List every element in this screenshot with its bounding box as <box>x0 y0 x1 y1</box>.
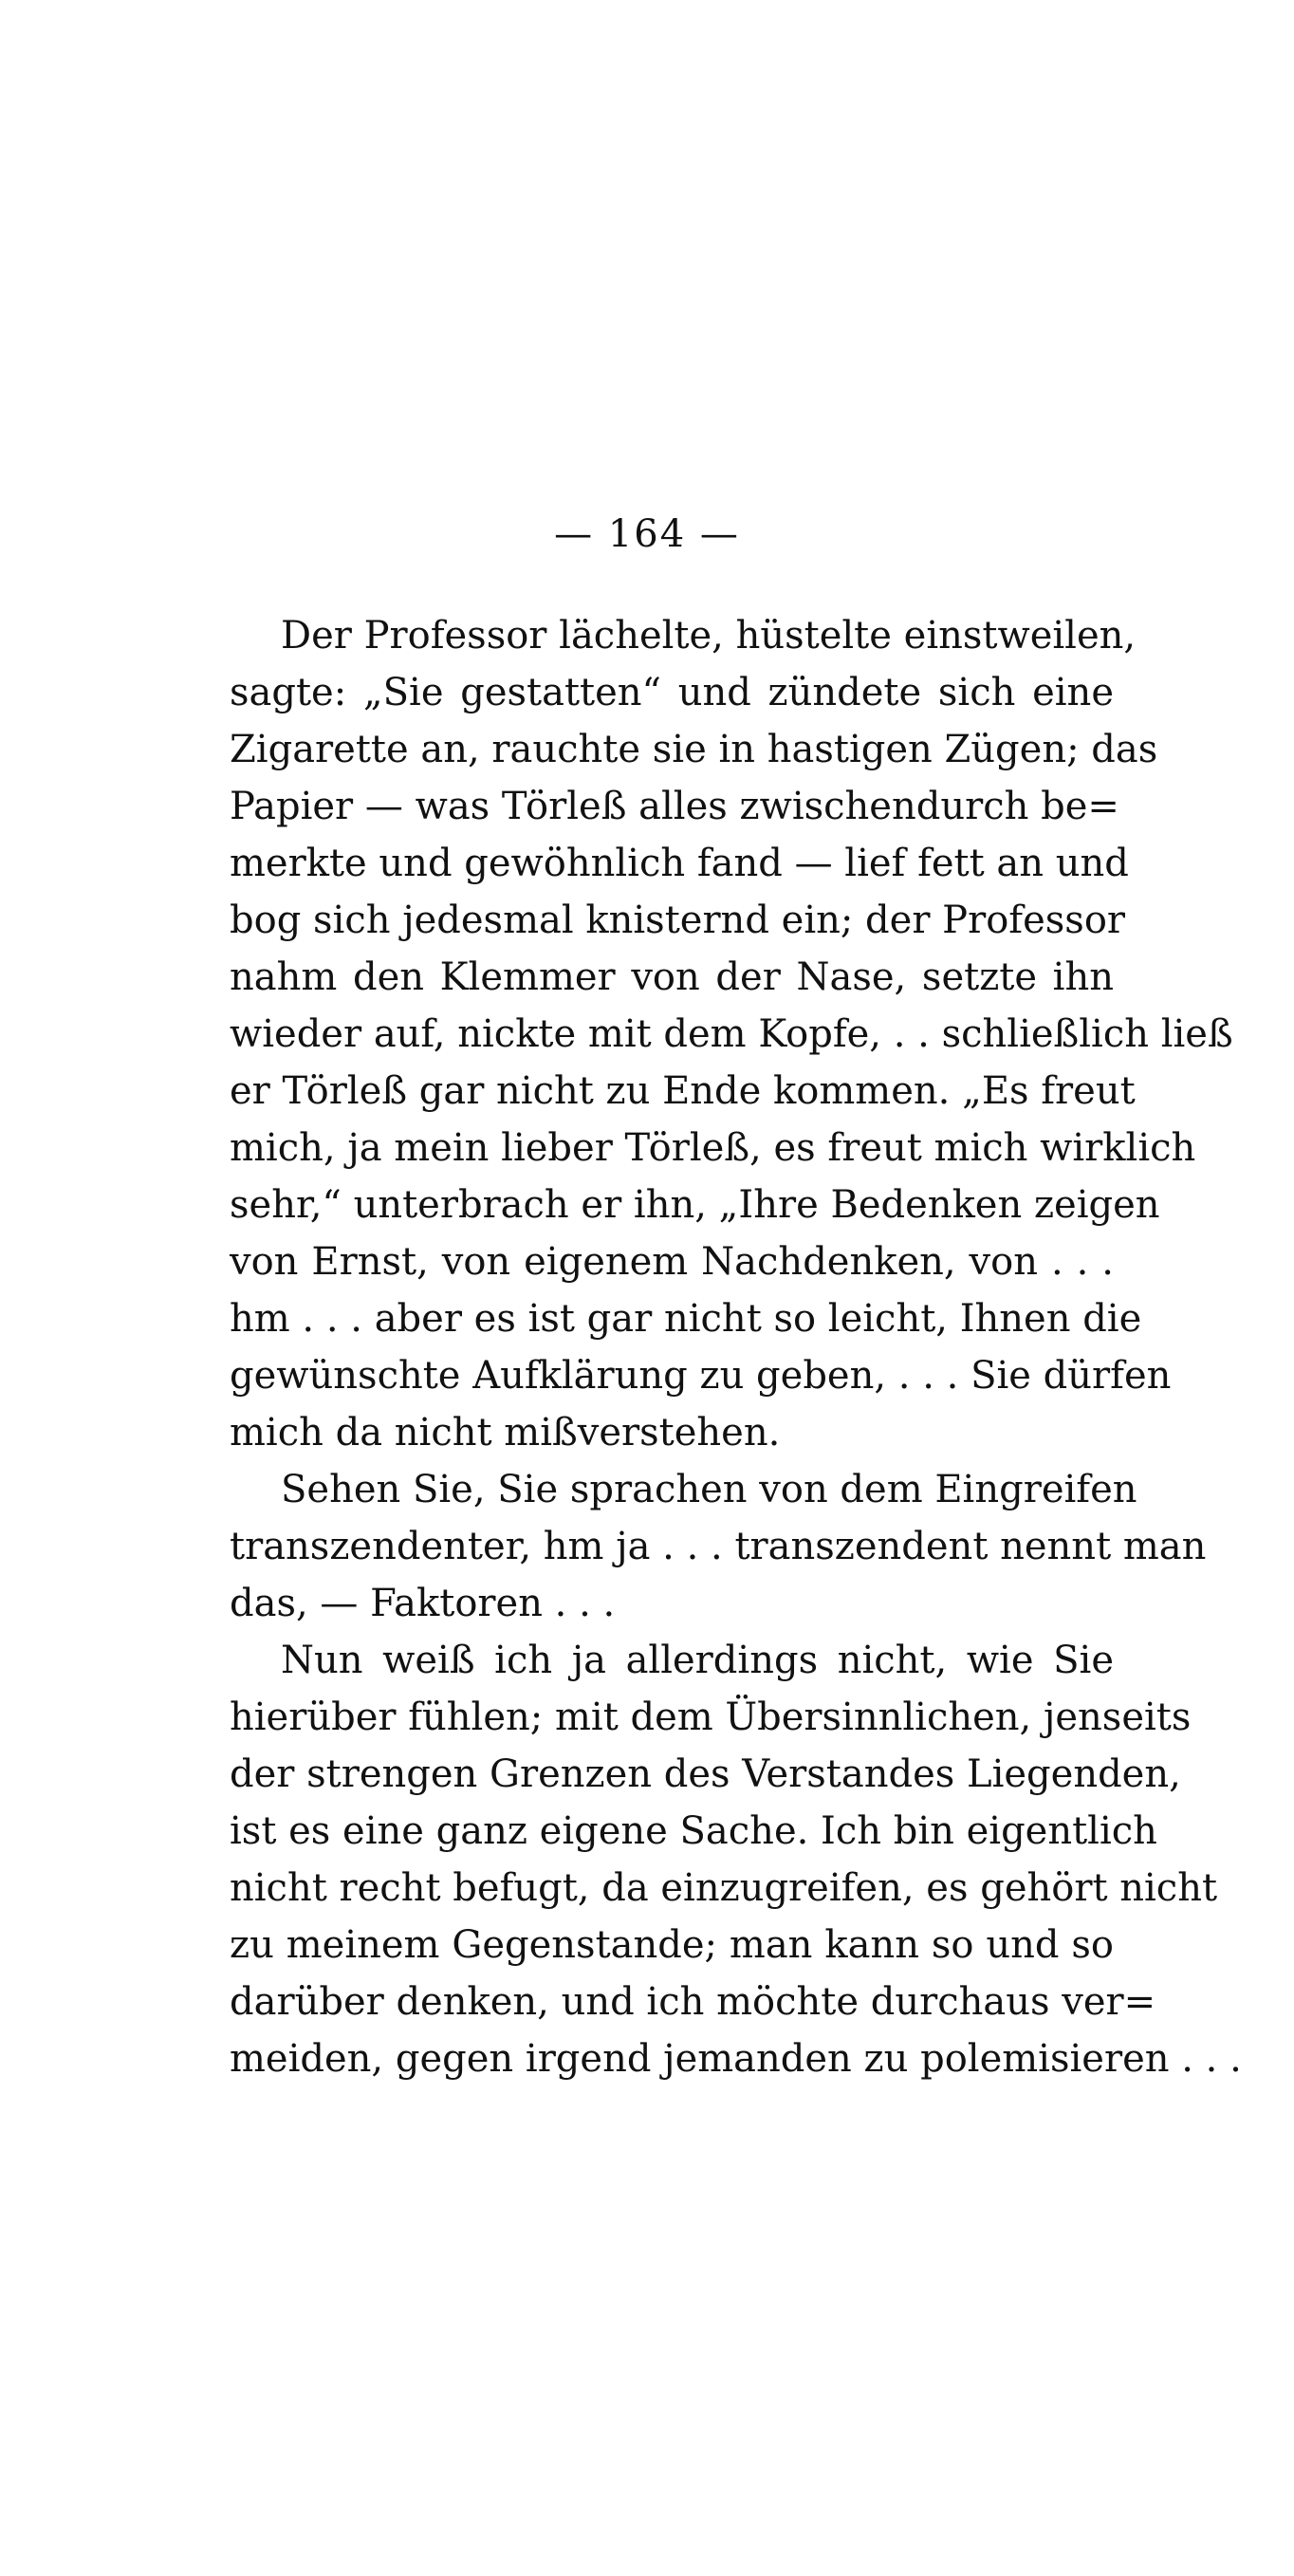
text-line: darüber denken, und ich möchte durchaus ver= <box>230 1980 1156 2024</box>
text-line: Nun weiß ich ja allerdings nicht, wie Sie <box>281 1639 1114 1682</box>
text-line: der strengen Grenzen des Verstandes Liegenden, <box>230 1752 1181 1796</box>
body-text <box>230 607 1242 2087</box>
text-line: nahm den Klemmer von der Nase, setzte ihn <box>230 955 1114 999</box>
text-line: merkte und gewöhnlich fand — lief fett an und <box>230 842 1129 885</box>
text-line: das, — Faktoren . . . <box>230 1582 616 1625</box>
text-line: sehr,“ unterbrach er ihn, „Ihre Bedenken zeigen <box>230 1183 1160 1227</box>
text-line: meiden, gegen irgend jemanden zu polemisieren . . . <box>230 2037 1242 2081</box>
text-line: wieder auf, nickte mit dem Kopfe, . . schließlich ließ <box>230 1012 1233 1056</box>
text-line: er Törleß gar nicht zu Ende kommen. „Es freut <box>230 1069 1136 1113</box>
text-line: mich, ja mein lieber Törleß, es freut mich wirklich <box>230 1126 1196 1170</box>
text-line: Der Professor lächelte, hüstelte einstweilen, <box>281 614 1137 658</box>
text-line: nicht recht befugt, da einzugreifen, es gehört nicht <box>230 1866 1218 1910</box>
text-line: hierüber fühlen; mit dem Übersinnlichen, jenseits <box>230 1696 1192 1739</box>
text-line: zu meinem Gegenstande; man kann so und so <box>230 1923 1114 1967</box>
text-line: ist es eine ganz eigene Sache. Ich bin eigentlich <box>230 1809 1157 1853</box>
text-line: mich da nicht mißverstehen. <box>230 1411 781 1455</box>
text-line: Papier — was Törleß alles zwischendurch be= <box>230 785 1119 828</box>
page-number: — 164 — <box>554 512 740 556</box>
text-line: Zigarette an, rauchte sie in hastigen Zügen; das <box>230 728 1158 771</box>
text-line: transzendenter, hm ja . . . transzendent nennt man <box>230 1525 1207 1568</box>
text-line: von Ernst, von eigenem Nachdenken, von . . . <box>230 1240 1114 1284</box>
text-line: Sehen Sie, Sie sprachen von dem Eingreifen <box>281 1468 1137 1511</box>
text-line: bog sich jedesmal knisternd ein; der Professor <box>230 899 1126 942</box>
text-line: hm . . . aber es ist gar nicht so leicht, Ihnen die <box>230 1297 1142 1341</box>
text-line: gewünschte Aufklärung zu geben, . . . Sie dürfen <box>230 1354 1172 1398</box>
text-line: sagte: „Sie gestatten“ und zündete sich eine <box>230 671 1114 714</box>
